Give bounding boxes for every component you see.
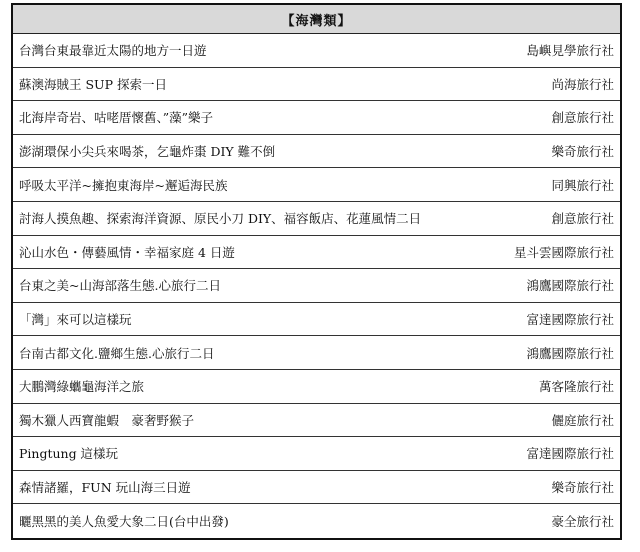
table-header: 【海灣類】 xyxy=(13,5,620,34)
travel-agency: 鴻鷹國際旅行社 xyxy=(526,278,614,294)
table-row xyxy=(13,336,620,370)
tour-table xyxy=(11,3,622,540)
table-row xyxy=(13,269,620,303)
travel-agency: 尚海旅行社 xyxy=(551,76,614,92)
table-row xyxy=(13,437,620,471)
table-row xyxy=(13,202,620,236)
tour-title: 北海岸奇岩、咕咾厝懷舊、”藻”樂子 xyxy=(19,110,214,126)
tour-title: 台東之美~山海部落生態.心旅行二日 xyxy=(19,278,221,294)
travel-agency: 創意旅行社 xyxy=(551,110,614,126)
tour-title: 沁山水色・傳藝風情・幸福家庭 4 日遊 xyxy=(19,244,235,260)
tour-title: 大鵬灣綠蠵龜海洋之旅 xyxy=(19,379,145,395)
travel-agency: 同興旅行社 xyxy=(551,177,614,193)
tour-title: 澎湖環保小尖兵來喝茶，乞龜炸棗 DIY 難不倒 xyxy=(19,144,276,160)
table-row xyxy=(13,504,620,538)
table-row xyxy=(13,135,620,169)
travel-agency: 富達國際旅行社 xyxy=(526,446,614,462)
travel-agency: 豪全旅行社 xyxy=(551,514,614,530)
table-row xyxy=(13,303,620,337)
travel-agency: 創意旅行社 xyxy=(551,211,614,227)
table-row xyxy=(13,370,620,404)
travel-agency: 樂奇旅行社 xyxy=(551,144,614,160)
tour-title: 森情諸羅，FUN 玩山海三日遊 xyxy=(19,480,191,496)
tour-title: 台灣台東最靠近太陽的地方一日遊 xyxy=(19,43,207,59)
tour-title: 蘇澳海賊王 SUP 探索一日 xyxy=(19,76,167,92)
tour-title: 呼吸太平洋~擁抱東海岸~邂逅海民族 xyxy=(19,177,228,193)
travel-agency: 儷庭旅行社 xyxy=(551,412,614,428)
travel-agency: 富達國際旅行社 xyxy=(526,312,614,328)
travel-agency: 星斗雲國際旅行社 xyxy=(513,244,614,260)
travel-agency: 島嶼見學旅行社 xyxy=(526,43,614,59)
table-row xyxy=(13,101,620,135)
tour-title: 台南古都文化.鹽鄉生態.心旅行二日 xyxy=(19,345,215,361)
table-row xyxy=(13,34,620,68)
travel-agency: 萬客隆旅行社 xyxy=(538,379,614,395)
table-row xyxy=(13,236,620,270)
tour-title: Pingtung 這樣玩 xyxy=(19,446,119,462)
tour-title: 獨木獵人西寶龍蝦 豪奢野猴子 xyxy=(19,412,195,428)
tour-title: 討海人摸魚趣、探索海洋資源、原民小刀 DIY、福容飯店、花蓮風情二日 xyxy=(19,211,422,227)
travel-agency: 樂奇旅行社 xyxy=(551,480,614,496)
table-row xyxy=(13,471,620,505)
travel-agency: 鴻鷹國際旅行社 xyxy=(526,345,614,361)
table-body xyxy=(13,34,620,538)
tour-title: 「灣」來可以這樣玩 xyxy=(19,312,132,328)
table-row xyxy=(13,168,620,202)
table-row xyxy=(13,68,620,102)
tour-title: 曬黑黑的美人魚愛大象二日(台中出發) xyxy=(19,514,229,530)
table-row xyxy=(13,404,620,438)
